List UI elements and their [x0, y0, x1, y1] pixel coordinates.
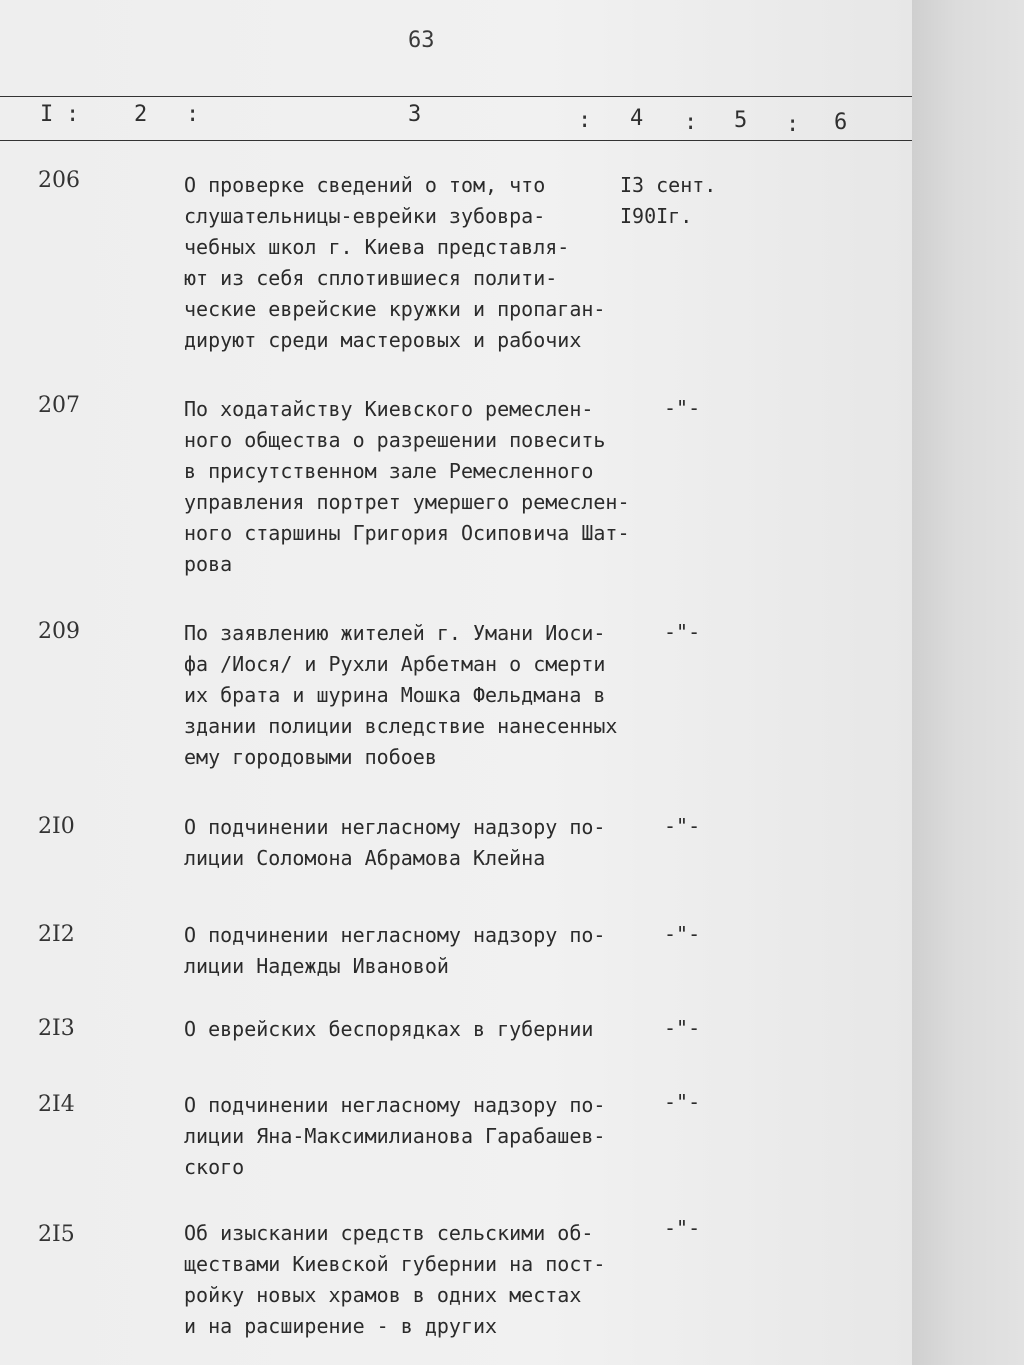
column-separator: :	[684, 110, 698, 135]
column-separator: :	[578, 108, 592, 133]
entry-date-ditto: -"-	[664, 396, 701, 420]
column-separator: :	[66, 102, 80, 127]
entry-description: По ходатайству Киевского ремеслен- ного общества о разрешении повесить в присутственном зале Ремесленного управления портрет умершего ремеслен- ного старшины Григория Осиповича Шат- рова	[184, 397, 630, 576]
column-header-2: 2	[134, 102, 148, 127]
entry-description: По заявлению жителей г. Умани Иоси- фа /Иося/ и Рухли Арбетман о смерти их брата и шурина Мошка Фельдмана в здании полиции вследствие нанесенных ему городовыми побоев	[184, 621, 618, 769]
column-header-1: I	[40, 102, 54, 127]
entry-description: О подчинении негласному надзору по- лиции Соломона Абрамова Клейна	[184, 815, 606, 870]
entry-description: О подчинении негласному надзору по- лиции Надежды Ивановой	[184, 923, 606, 978]
entry-date-ditto: -"-	[664, 1090, 701, 1114]
entry-date-ditto: -"-	[664, 1016, 701, 1040]
entry-number: 2I5	[38, 1222, 75, 1247]
column-separator: :	[186, 102, 200, 127]
entry-number: 2I3	[38, 1016, 75, 1041]
column-header-3: 3	[408, 102, 422, 127]
entry-date-ditto: -"-	[664, 620, 701, 644]
entry-description: О проверке сведений о том, что слушательницы-еврейки зубовра- чебных школ г. Киева представля- ют из себя сплотившиеся полити- ческие еврейские кружки и пропаган- дируют среди мастеровых и рабочих	[184, 173, 606, 352]
entry-date-ditto: -"-	[664, 922, 701, 946]
entry-number: 2I4	[38, 1092, 75, 1117]
entry-number: 206	[38, 168, 80, 193]
entry-date: I3 сент. I90Iг.	[620, 173, 717, 228]
entry-description: О еврейских беспорядках в губернии	[184, 1017, 594, 1041]
entry-date-ditto: -"-	[664, 814, 701, 838]
column-separator: :	[786, 112, 800, 137]
page-number: 63	[408, 28, 435, 53]
header-rule-bottom	[0, 140, 912, 141]
entry-number: 2I2	[38, 922, 75, 947]
column-header-4: 4	[630, 106, 644, 131]
entry-description: О подчинении негласному надзору по- лиции Яна-Максимилианова Гарабашев- ского	[184, 1093, 606, 1179]
entry-number: 207	[38, 393, 80, 418]
header-rule-top	[0, 96, 912, 97]
column-header-5: 5	[734, 108, 748, 133]
column-header-6: 6	[834, 110, 848, 135]
entry-description: Об изыскании средств сельскими об- ществами Киевской губернии на пост- ройку новых храмов в одних местах и на расширение - в других	[184, 1221, 606, 1338]
entry-number: 2I0	[38, 814, 75, 839]
entry-number: 209	[38, 619, 80, 644]
page-edge-shadow	[912, 0, 1024, 1365]
entry-date-ditto: -"-	[664, 1216, 701, 1240]
